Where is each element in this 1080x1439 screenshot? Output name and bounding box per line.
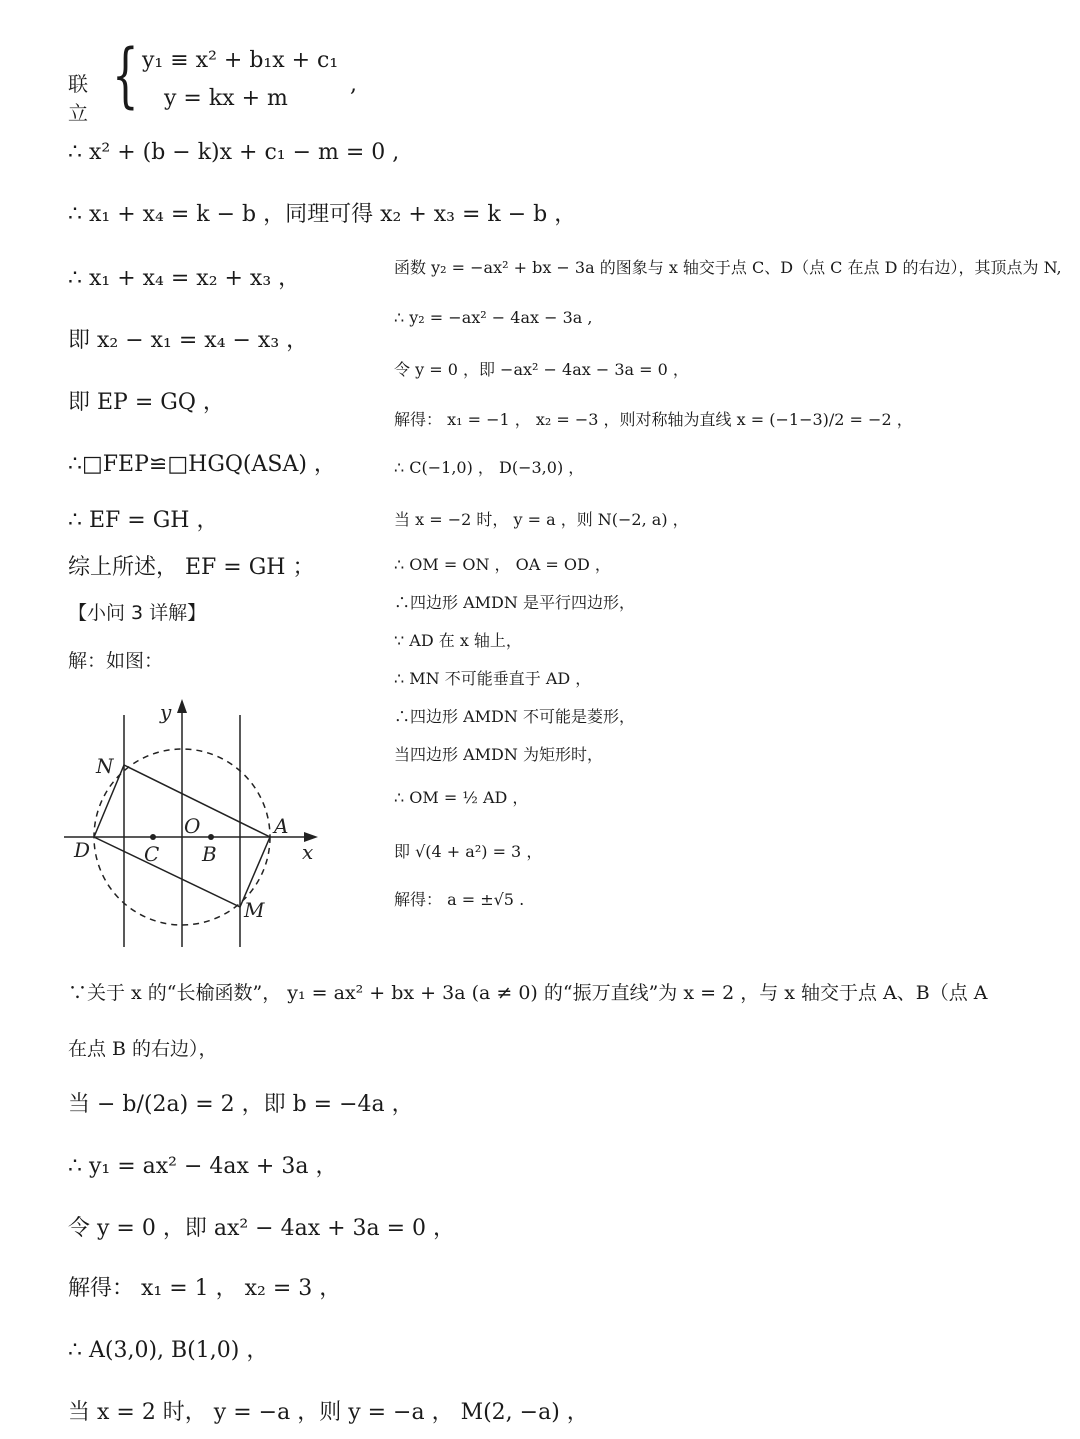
- point-c: [150, 834, 156, 840]
- left-line-2: ∴ x₁ + x₄ = k − b ，同理可得 x₂ + x₃ = k − b ，: [68, 202, 577, 227]
- right-line-15: 解得： a = ±√5 .: [394, 890, 525, 909]
- geometry-figure: [60, 695, 330, 955]
- right-line-9: ∵ AD 在 x 轴上，: [394, 631, 522, 650]
- bottom-line-3: 当 − b/(2a) = 2 ，即 b = −4a ，: [68, 1092, 414, 1117]
- left-line-8: 综上所述， EF = GH ；: [68, 555, 315, 580]
- brace-icon: {: [112, 34, 139, 116]
- bottom-line-7: ∴ A(3,0), B(1,0) ，: [68, 1338, 269, 1363]
- right-line-1: 函数 y₂ = −ax² + bx − 3a 的图象与 x 轴交于点 C、D（点 C 在点 D 的右边），其顶点为 N,: [394, 258, 1062, 277]
- right-line-8: ∴四边形 AMDN 是平行四边形，: [394, 593, 635, 612]
- right-line-3: 令 y = 0 ，即 −ax² − 4ax − 3a = 0 ，: [394, 360, 689, 379]
- bottom-line-1: ∵关于 x 的“长榆函数”， y₁ = ax² + bx + 3a (a ≠ 0) 的“振万直线”为 x = 2 ，与 x 轴交于点 A、B（点 A: [68, 982, 988, 1004]
- left-line-3: ∴ x₁ + x₄ = x₂ + x₃ ，: [68, 266, 301, 291]
- bottom-line-2: 在点 B 的右边），: [68, 1038, 218, 1060]
- label-d: D: [74, 838, 91, 862]
- label-n: N: [96, 754, 114, 778]
- y-axis-arrow-icon: [177, 699, 187, 713]
- left-line-5: 即 EP = GQ ，: [68, 390, 225, 415]
- right-line-2: ∴ y₂ = −ax² − 4ax − 3a ,: [394, 308, 593, 327]
- right-line-4: 解得： x₁ = −1 ， x₂ = −3 ，则对称轴为直线 x = (−1−3)/2 = −2 ，: [394, 410, 913, 429]
- label-c: C: [144, 842, 160, 866]
- bottom-line-5: 令 y = 0 ，即 ax² − 4ax + 3a = 0 ，: [68, 1216, 456, 1241]
- system-eq2: y = kx + m: [164, 86, 288, 111]
- left-line-1: ∴ x² + (b − k)x + c₁ − m = 0 ,: [68, 140, 400, 165]
- label-m: M: [244, 898, 265, 922]
- bottom-line-8: 当 x = 2 时， y = −a ，则 y = −a ， M(2, −a) ，: [68, 1400, 589, 1425]
- left-line-10: 解：如图：: [68, 650, 164, 672]
- right-line-5: ∴ C(−1,0) ， D(−3,0) ，: [394, 458, 585, 477]
- label-o: O: [184, 814, 201, 838]
- point-b: [208, 834, 214, 840]
- bottom-line-6: 解得： x₁ = 1 ， x₂ = 3 ，: [68, 1276, 342, 1301]
- right-line-12: 当四边形 AMDN 为矩形时，: [394, 745, 603, 764]
- label-b: B: [202, 842, 217, 866]
- system-tail: ,: [350, 72, 357, 97]
- system-eq1: y₁ ≡ x² + b₁x + c₁: [142, 48, 339, 73]
- bottom-line-4: ∴ y₁ = ax² − 4ax + 3a ，: [68, 1154, 338, 1179]
- left-line-7: ∴ EF = GH ，: [68, 508, 219, 533]
- left-line-6: ∴□FEP≌□HGQ(ASA) ，: [68, 452, 336, 477]
- label-y: y: [160, 700, 172, 724]
- label-x: x: [302, 840, 314, 864]
- left-line-4: 即 x₂ − x₁ = x₄ − x₃ ，: [68, 328, 309, 353]
- system-label: 联立: [68, 72, 88, 125]
- right-line-14: 即 √(4 + a²) = 3 ，: [394, 842, 543, 861]
- right-line-7: ∴ OM = ON ， OA = OD ，: [394, 555, 611, 574]
- right-line-6: 当 x = −2 时， y = a ，则 N(−2, a) ，: [394, 510, 689, 529]
- label-a: A: [274, 814, 289, 838]
- right-line-11: ∴四边形 AMDN 不可能是菱形，: [394, 707, 635, 726]
- right-line-13: ∴ OM = ½ AD ，: [394, 788, 529, 807]
- right-line-10: ∴ MN 不可能垂直于 AD ，: [394, 669, 592, 688]
- section-heading: 【小问 3 详解】: [68, 602, 207, 624]
